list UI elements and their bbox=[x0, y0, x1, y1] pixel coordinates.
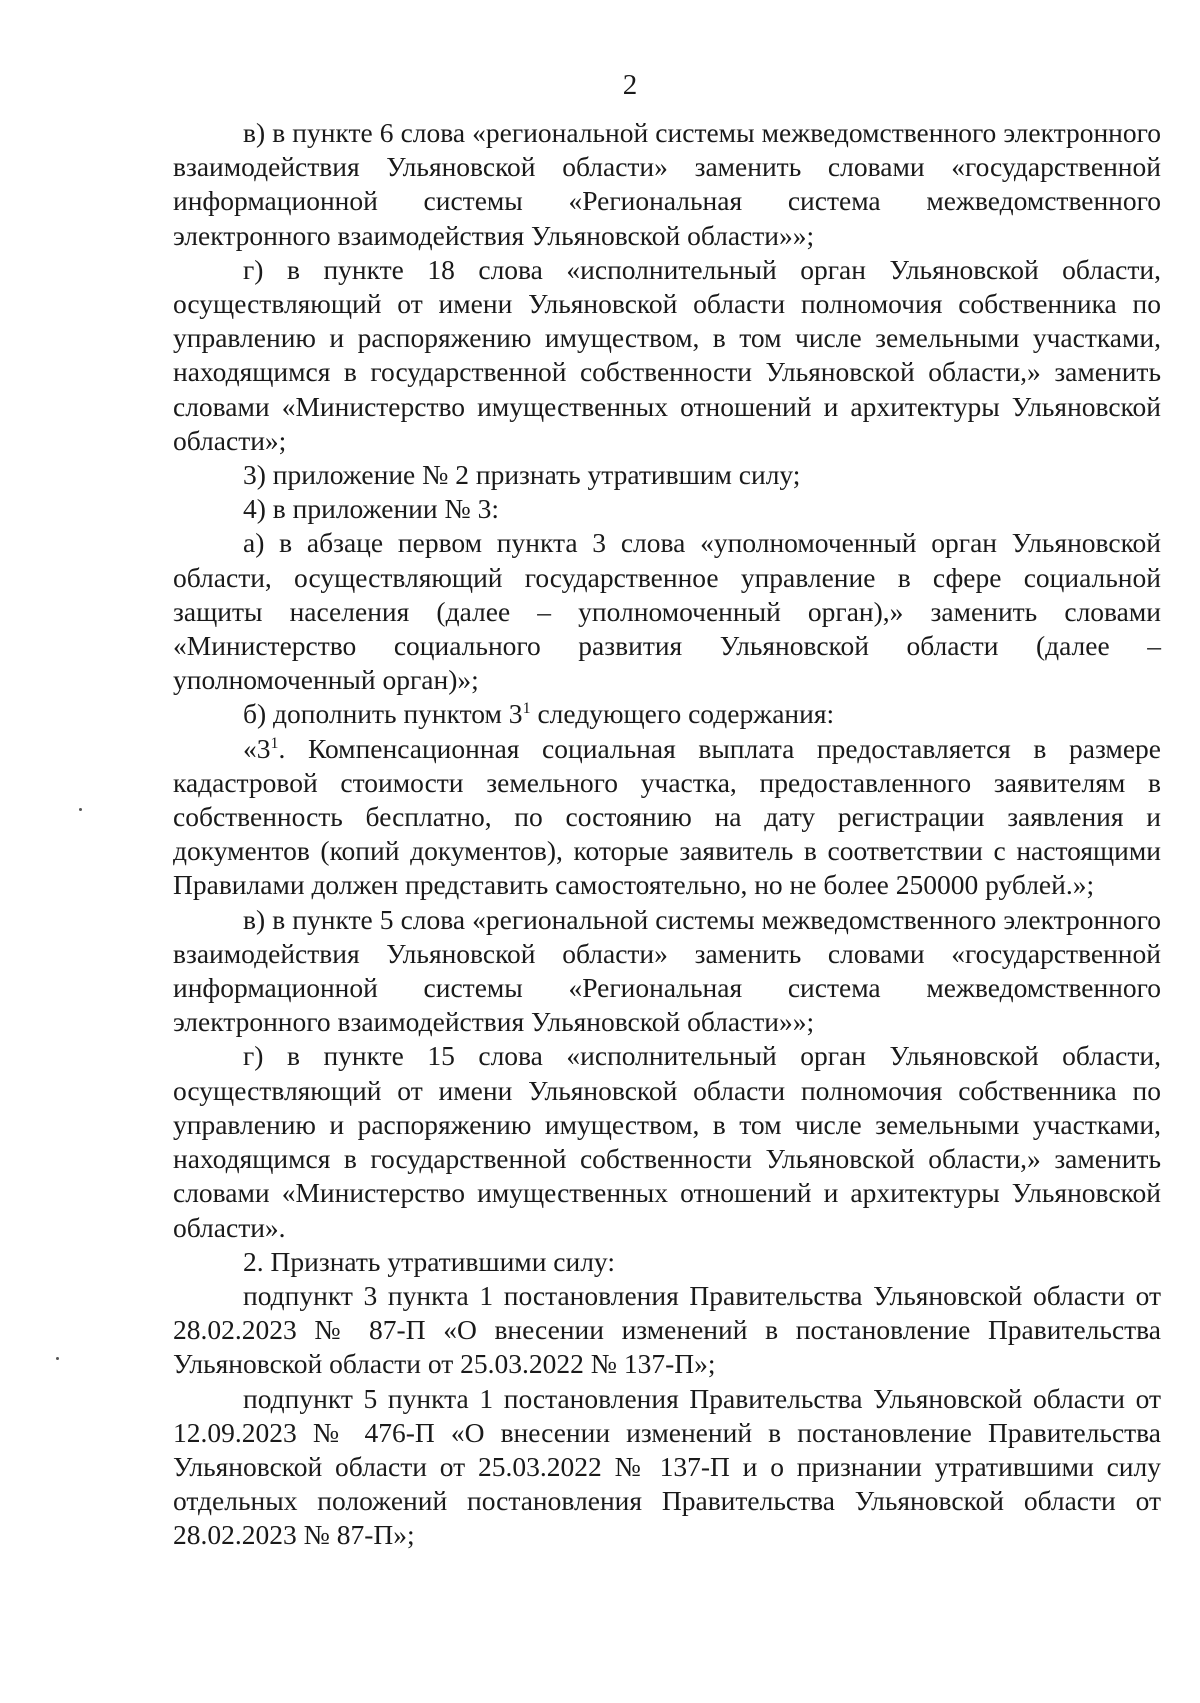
paragraph-4b bbox=[173, 697, 1161, 731]
paragraph-4v: в) в пункте 5 слова «региональной системы межведомственного электронного взаимодействия Ульяновской области» заменить словами «государственной информационной системы «Региональная система межведомственного электронного взаимодействия Ульяновской области»»; bbox=[173, 903, 1161, 1038]
paragraph-item-3: 3) приложение № 2 признать утратившим силу; bbox=[243, 459, 801, 491]
paragraph-item-2: 2. Признать утратившими силу: bbox=[243, 1245, 615, 1277]
paragraph-4b-text: б) дополнить пунктом 3 bbox=[243, 698, 523, 730]
paragraph-4b-text-end: следующего содержания: bbox=[530, 698, 835, 730]
paragraph-4a: а) в абзаце первом пункта 3 слова «уполномоченный орган Ульяновской области, осуществляющий государственное управление в сфере социальной защиты населения (далее – уполномоченный орган),» заменить словами «Министерство социального развития Ульяновской области (далее – уполномоченный орган)»; bbox=[173, 527, 1161, 696]
paragraph-repeal-2: подпункт 5 пункта 1 постановления Правительства Ульяновской области от 12.09.2023 № 476-П «О внесении изменений в постановление Правительства Ульяновской области от 25.03.2022 № 137-П и о признании утратившими силу отдельных положений постановления Правительства Ульяновской области от 28.02.2023 № 87-П»; bbox=[173, 1382, 1161, 1551]
paragraph-4g: г) в пункте 15 слова «исполнительный орган Ульяновской области, осуществляющий от имени Ульяновской области полномочия собственника по управлению и распоряжению имуществом, в том числе земельными участками, находящимся в государственной собственности Ульяновской области,» заменить словами «Министерство имущественных отношений и архитектуры Ульяновской области». bbox=[173, 1040, 1161, 1243]
document-body bbox=[173, 116, 1161, 1553]
paragraph-repeal-1: подпункт 3 пункта 1 постановления Правительства Ульяновской области от 28.02.2023 № 87-П «О внесении изменений в постановление Правительства Ульяновской области от 25.03.2022 № 137-П»; bbox=[173, 1279, 1161, 1380]
paragraph-3v: в) в пункте 6 слова «региональной системы межведомственного электронного взаимодействия Ульяновской области» заменить словами «государственной информационной системы «Региональная система межведомственного электронного взаимодействия Ульяновской области»»; bbox=[173, 117, 1161, 251]
superscript: 1 bbox=[522, 700, 531, 718]
quote-text-end: . Компенсационная социальная выплата предоставляется в размере кадастровой стоимости земельного участка, предоставленного заявителям в собственность бесплатно, по состоянию на дату регистрации заявления и документов (копий документов), которые заявитель в соответствии с настоящими Правилами должен представить самостоятельно, но не более 250000 рублей.»; bbox=[173, 732, 1161, 901]
superscript: 1 bbox=[270, 734, 279, 752]
scan-speck bbox=[79, 808, 82, 811]
scan-speck bbox=[56, 1357, 59, 1360]
paragraph-3g: г) в пункте 18 слова «исполнительный орган Ульяновской области, осуществляющий от имени Ульяновской области полномочия собственника по управлению и распоряжению имуществом, в том числе земельными участками, находящимся в государственной собственности Ульяновской области,» заменить словами «Министерство имущественных отношений и архитектуры Ульяновской области»; bbox=[173, 253, 1161, 456]
page-number: 2 bbox=[622, 69, 638, 101]
quote-text: «3 bbox=[243, 732, 271, 764]
paragraph-quote-3-1 bbox=[173, 732, 1161, 903]
paragraph-item-4: 4) в приложении № 3: bbox=[243, 493, 499, 525]
